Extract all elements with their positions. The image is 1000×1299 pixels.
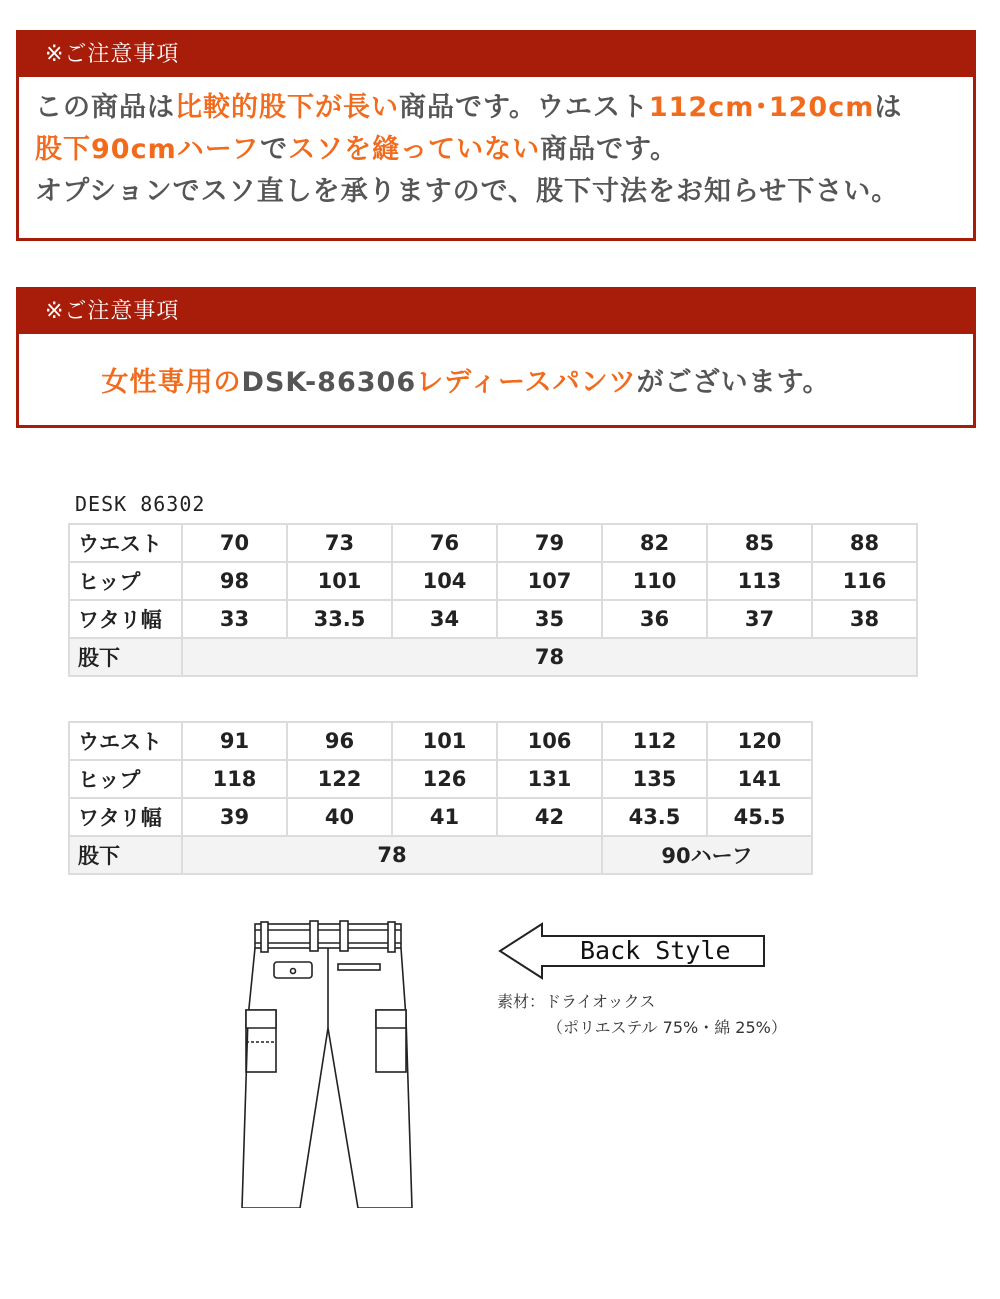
notice-text: がございます。 [636, 367, 831, 398]
row-label: ヒップ [69, 760, 182, 798]
notice-body [19, 334, 973, 404]
table-cell: 141 [707, 760, 812, 798]
table-cell: 112 [602, 722, 707, 760]
table-cell: 98 [182, 562, 287, 600]
notice-box-length [16, 30, 976, 241]
row-label: ワタリ幅 [69, 798, 182, 836]
notice-highlight: レディースパンツ [416, 367, 637, 398]
row-label: ワタリ幅 [69, 600, 182, 638]
notice-box-ladies [16, 287, 976, 428]
table-row-waist [69, 722, 812, 760]
table-cell: 101 [392, 722, 497, 760]
table-row-waist [69, 524, 917, 562]
table-cell: 104 [392, 562, 497, 600]
notice-text: は [874, 92, 903, 123]
table-row-hip [69, 562, 917, 600]
table-cell: 35 [497, 600, 602, 638]
material-composition: （ポリエステル 75%・綿 25%） [547, 1018, 787, 1037]
row-label: 股下 [69, 836, 182, 874]
model-number: DESK 86302 [75, 492, 206, 516]
table-cell: 38 [812, 600, 917, 638]
table-cell: 36 [602, 600, 707, 638]
table-cell: 41 [392, 798, 497, 836]
back-style-label: Back Style [580, 936, 731, 965]
table-cell: 76 [392, 524, 497, 562]
notice-header: ※ご注意事項 [19, 290, 973, 334]
notice-highlight: スソを縫っていない [288, 134, 541, 165]
table-cell: 110 [602, 562, 707, 600]
table-cell: 88 [812, 524, 917, 562]
size-table-2 [68, 721, 813, 875]
table-row-hip [69, 760, 812, 798]
table-cell: 107 [497, 562, 602, 600]
table-cell: 33 [182, 600, 287, 638]
table-row-inseam [69, 638, 917, 676]
table-cell: 122 [287, 760, 392, 798]
table-cell: 33.5 [287, 600, 392, 638]
table-cell: 106 [497, 722, 602, 760]
table-cell: 118 [182, 760, 287, 798]
row-label: ヒップ [69, 562, 182, 600]
table-cell: 70 [182, 524, 287, 562]
material-name: 素材：ドライオックス [497, 992, 656, 1011]
notice-highlight: 比較的股下が長い [175, 92, 399, 123]
table-cell: 90ハーフ [602, 836, 812, 874]
notice-text: で [260, 134, 289, 165]
table-cell: 85 [707, 524, 812, 562]
table-cell: 34 [392, 600, 497, 638]
notice-text: 商品です。ウエスト [399, 92, 649, 123]
table-cell: 78 [182, 638, 917, 676]
size-table-1 [68, 523, 918, 677]
notice-header: ※ご注意事項 [19, 33, 973, 77]
table-row-thigh [69, 600, 917, 638]
table-cell: 96 [287, 722, 392, 760]
table-cell: 120 [707, 722, 812, 760]
table-cell: 78 [182, 836, 602, 874]
table-cell: 45.5 [707, 798, 812, 836]
pants-back-illustration [230, 918, 430, 1208]
table-row-inseam [69, 836, 812, 874]
table-cell: 37 [707, 600, 812, 638]
notice-text: オプションでスソ直しを承りますので、股下寸法をお知らせ下さい。 [35, 176, 900, 207]
row-label: ウエスト [69, 524, 182, 562]
table-cell: 79 [497, 524, 602, 562]
notice-highlight: 女性専用の [101, 367, 242, 398]
row-label: 股下 [69, 638, 182, 676]
material-info [497, 989, 787, 1041]
table-cell: 39 [182, 798, 287, 836]
notice-text: この商品は [35, 92, 175, 123]
row-label: ウエスト [69, 722, 182, 760]
table-cell: 43.5 [602, 798, 707, 836]
table-cell: 101 [287, 562, 392, 600]
table-cell: 73 [287, 524, 392, 562]
table-cell: 135 [602, 760, 707, 798]
table-cell: 91 [182, 722, 287, 760]
notice-highlight: 112cm･120cm [648, 92, 875, 123]
table-cell: 116 [812, 562, 917, 600]
table-cell: 42 [497, 798, 602, 836]
notice-line [35, 129, 973, 171]
notice-highlight: 股下90cmハーフ [35, 134, 261, 165]
notice-body [19, 77, 973, 213]
table-cell: 131 [497, 760, 602, 798]
notice-text: 商品です。 [540, 134, 679, 165]
table-cell: 126 [392, 760, 497, 798]
table-cell: 82 [602, 524, 707, 562]
table-cell: 40 [287, 798, 392, 836]
notice-line [35, 171, 973, 213]
notice-text: DSK-86306 [241, 367, 417, 398]
table-row-thigh [69, 798, 812, 836]
notice-line [35, 87, 973, 129]
table-cell: 113 [707, 562, 812, 600]
